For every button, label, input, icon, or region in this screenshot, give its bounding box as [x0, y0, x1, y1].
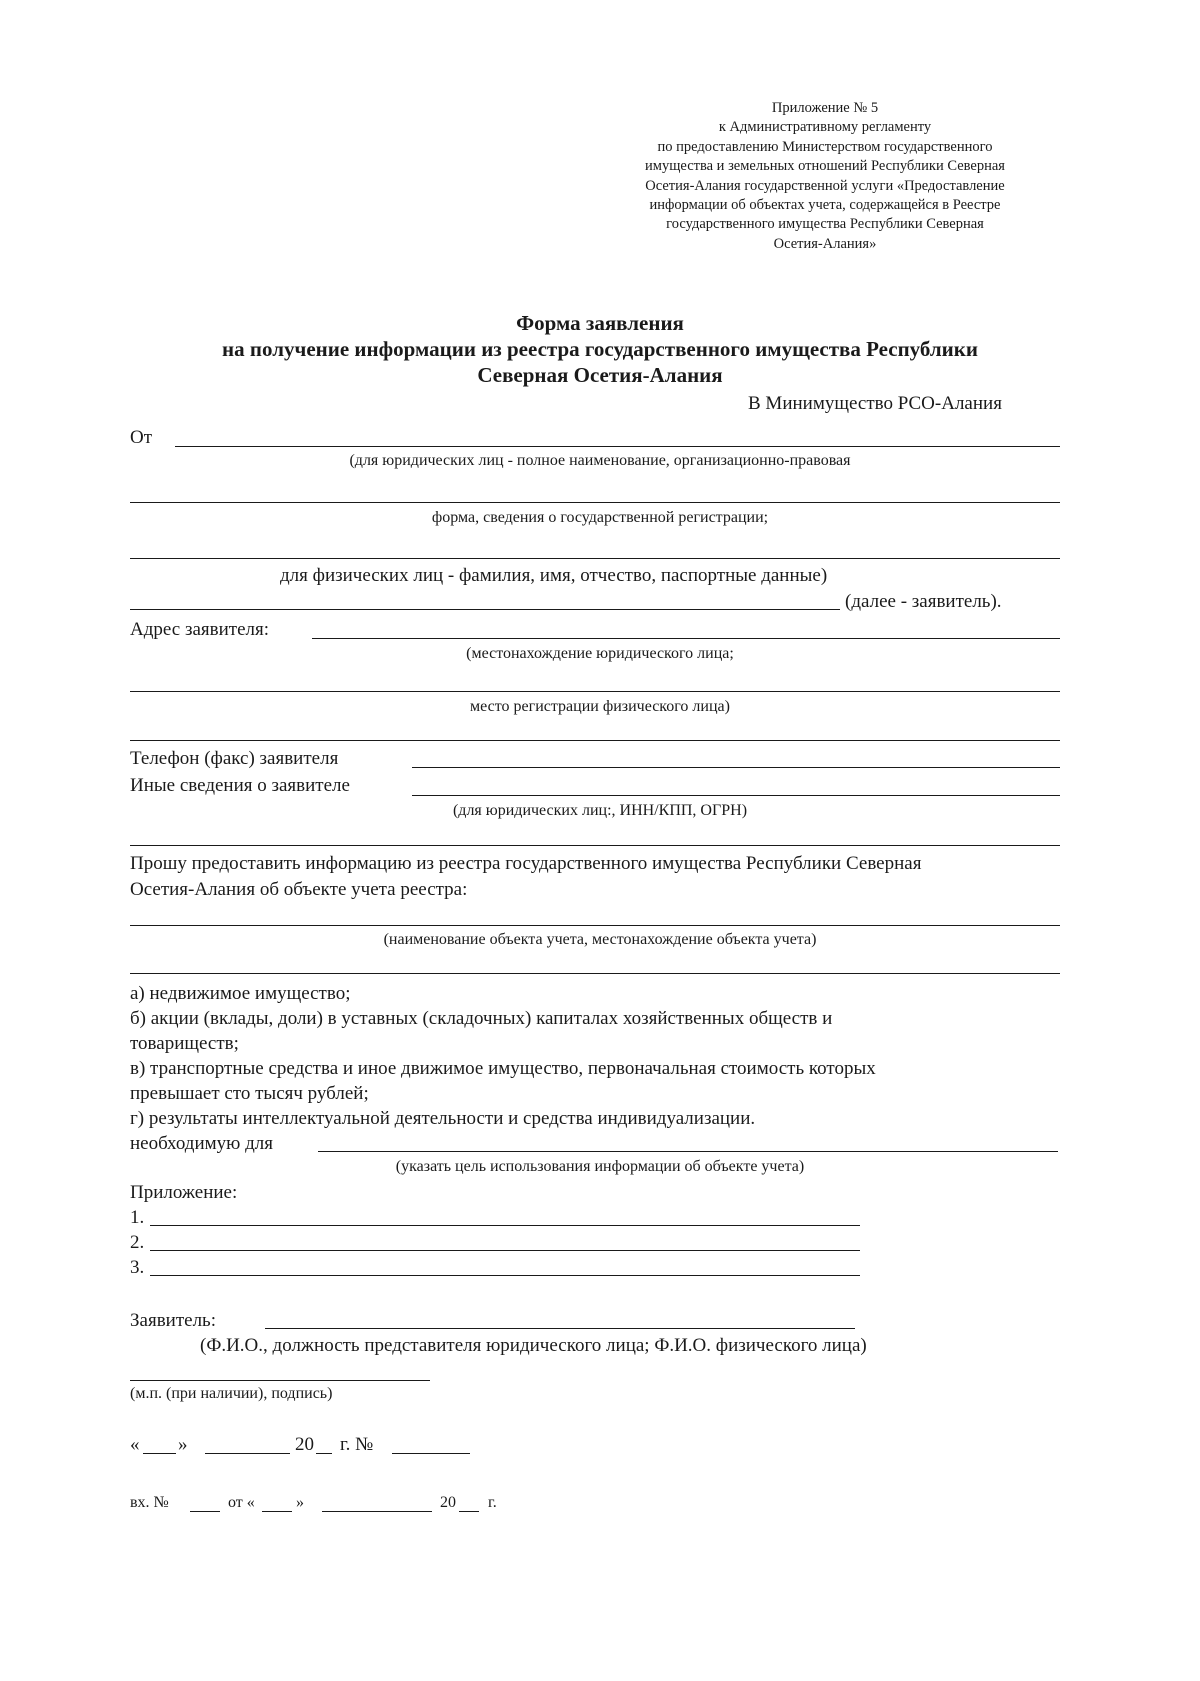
- other-info-field[interactable]: [412, 795, 1060, 796]
- annex-line: Осетия-Алания государственной услуги «Предоставление: [645, 177, 1005, 194]
- object-field[interactable]: [130, 925, 1060, 926]
- from-field-line-3[interactable]: [130, 558, 1060, 559]
- from-hint-registration: форма, сведения о государственной регистрации;: [431, 509, 769, 526]
- from-hint-legal: (для юридических лиц - полное наименование, организационно-правовая: [349, 452, 851, 469]
- from-hint-individual: для физических лиц - фамилия, имя, отчество, паспортные данные): [280, 565, 828, 586]
- attachment-field-3[interactable]: [150, 1275, 860, 1276]
- seal-signature-hint: (м.п. (при наличии), подпись): [130, 1385, 333, 1402]
- address-hint-individual: место регистрации физического лица): [470, 698, 730, 715]
- addressee: В Минимущество РСО-Алания: [748, 393, 1002, 414]
- hereinafter-label: (далее - заявитель).: [845, 591, 1002, 612]
- form-subtitle-region: Северная Осетия-Алания: [477, 363, 723, 387]
- phone-field[interactable]: [412, 767, 1060, 768]
- address-field-line-3[interactable]: [130, 740, 1060, 741]
- from-field-line-2[interactable]: [130, 502, 1060, 503]
- attachment-number-1: 1.: [130, 1207, 145, 1228]
- incoming-number-field[interactable]: [190, 1511, 220, 1512]
- signature-field[interactable]: [265, 1328, 855, 1329]
- incoming-prefix: вх. №: [130, 1494, 169, 1511]
- incoming-from: от «: [228, 1494, 255, 1511]
- signature-hint: (Ф.И.О., должность представителя юридического лица; Ф.И.О. физического лица): [200, 1335, 867, 1356]
- address-field[interactable]: [312, 638, 1060, 639]
- object-type-b-cont: товариществ;: [130, 1033, 239, 1054]
- purpose-hint: (указать цель использования информации об объекте учета): [395, 1158, 805, 1175]
- object-type-b: б) акции (вклады, доли) в уставных (складочных) капиталах хозяйственных обществ и: [130, 1008, 833, 1029]
- incoming-month-field[interactable]: [322, 1511, 432, 1512]
- purpose-field[interactable]: [318, 1151, 1058, 1152]
- other-info-field-line-2[interactable]: [130, 845, 1060, 846]
- object-type-c-cont: превышает сто тысяч рублей;: [130, 1083, 369, 1104]
- from-field-line-4[interactable]: [130, 609, 840, 610]
- date-year-suffix: г. №: [340, 1434, 374, 1455]
- date-open-quote: «: [130, 1434, 140, 1455]
- attachments-label: Приложение:: [130, 1182, 238, 1203]
- annex-line: к Административному регламенту: [718, 119, 932, 136]
- date-year-field[interactable]: [316, 1453, 332, 1454]
- date-number-field[interactable]: [392, 1453, 470, 1454]
- object-hint: (наименование объекта учета, местонахождение объекта учета): [383, 931, 817, 948]
- seal-signature-field[interactable]: [130, 1380, 430, 1381]
- object-type-d: г) результаты интеллектуальной деятельности и средства индивидуализации.: [130, 1108, 756, 1129]
- annex-line: информации об объектах учета, содержащейся в Реестре: [649, 197, 1001, 214]
- from-field[interactable]: [175, 446, 1060, 447]
- incoming-year-prefix: 20: [440, 1494, 456, 1511]
- request-text-line-2: Осетия-Алания об объекте учета реестра:: [130, 879, 468, 900]
- object-type-c: в) транспортные средства и иное движимое имущество, первоначальная стоимость которых: [130, 1058, 876, 1079]
- form-subtitle: на получение информации из реестра государственного имущества Республики: [222, 337, 978, 361]
- attachment-number-2: 2.: [130, 1232, 145, 1253]
- object-field-line-2[interactable]: [130, 973, 1060, 974]
- incoming-close-quote: »: [296, 1494, 304, 1511]
- address-hint-legal: (местонахождение юридического лица;: [466, 645, 734, 662]
- purpose-label: необходимую для: [130, 1133, 273, 1154]
- from-label: От: [130, 427, 153, 448]
- date-year-prefix: 20: [295, 1434, 314, 1455]
- attachment-field-1[interactable]: [150, 1225, 860, 1226]
- annex-line: государственного имущества Республики Северная: [666, 216, 984, 233]
- request-text-line-1: Прошу предоставить информацию из реестра государственного имущества Республики Северная: [130, 853, 922, 874]
- other-info-hint: (для юридических лиц:, ИНН/КПП, ОГРН): [452, 802, 748, 819]
- date-close-quote: »: [178, 1434, 188, 1455]
- annex-line: Приложение № 5: [771, 100, 879, 116]
- incoming-year-suffix: г.: [488, 1494, 497, 1511]
- address-label: Адрес заявителя:: [130, 619, 270, 640]
- incoming-day-field[interactable]: [262, 1511, 292, 1512]
- date-day-field[interactable]: [143, 1453, 176, 1454]
- other-info-label: Иные сведения о заявителе: [130, 775, 350, 796]
- annex-header: [565, 99, 1085, 254]
- form-title: Форма заявления: [516, 311, 684, 335]
- incoming-year-field[interactable]: [459, 1511, 479, 1512]
- annex-line: по предоставлению Министерством государственного: [657, 138, 993, 155]
- annex-line: Осетия-Алания»: [773, 235, 877, 252]
- attachment-number-3: 3.: [130, 1257, 145, 1278]
- date-month-field[interactable]: [205, 1453, 290, 1454]
- phone-label: Телефон (факс) заявителя: [130, 748, 339, 769]
- attachment-field-2[interactable]: [150, 1250, 860, 1251]
- signature-label: Заявитель:: [130, 1310, 216, 1331]
- object-type-a: а) недвижимое имущество;: [130, 983, 351, 1004]
- address-field-line-2[interactable]: [130, 691, 1060, 692]
- annex-line: имущества и земельных отношений Республики Северная: [645, 158, 1005, 175]
